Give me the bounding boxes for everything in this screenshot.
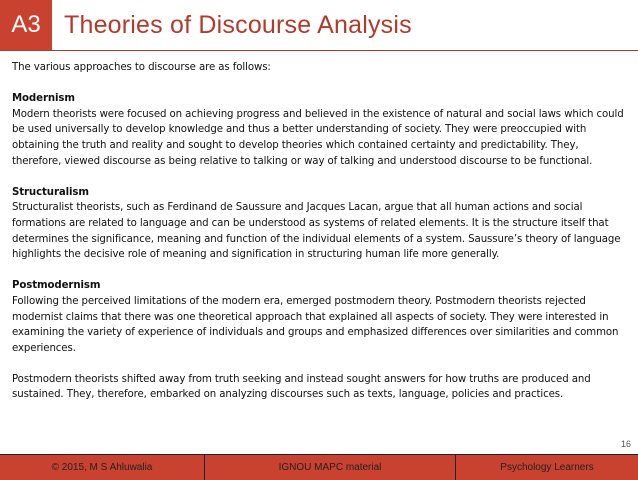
closing-text: Postmodern theorists shifted away from truth seeking and instead sought answers for how truths are produced and sustained. They, therefore, embarked on analyzing discourses such as texts, language, policies and practices.: [12, 373, 591, 401]
slide-footer: [0, 454, 638, 480]
footer-source: IGNOU MAPC material: [204, 455, 456, 480]
section-text: Structuralist theorists, such as Ferdinand de Saussure and Jacques Lacan, argue that all human actions and social formations are related to language and can be understood as systems of related elements. It is the structure itself that determines the significance, meaning and function of the individual elements of a system. Saussure’s theory of language highlights the decisive role of meaning and signification in structuring human life more generally.: [12, 202, 621, 261]
slide-body: [12, 60, 624, 419]
header-divider: [0, 50, 638, 51]
footer-copyright: © 2015, M S Ahluwalia: [51, 462, 153, 473]
slide-code: A3: [0, 0, 52, 50]
section-postmodernism: [12, 278, 624, 356]
section-modernism: [12, 91, 624, 169]
section-text: Modern theorists were focused on achieving progress and believed in the existence of natural and social laws which could be used universally to develop knowledge and thus a better understanding of society. They were preoccupied with obtaining the truth and reality and sought to develop theories which contained certainty and predictability. They, therefore, viewed discourse as being relative to talking or way of talking and understood discourse to be functional.: [12, 108, 624, 167]
section-text: Following the perceived limitations of the modern era, emerged postmodern theory. Postmodern theorists rejected modernist claims that there was one theoretical approach that explained all aspects of society. They were interested in examining the variety of experience of individuals and groups and emphasized differences over similarities and common experiences.: [12, 295, 619, 354]
page-number: 16: [620, 439, 631, 449]
slide-header: [0, 0, 638, 50]
section-structuralism: [12, 185, 624, 263]
section-heading: Structuralism: [12, 186, 89, 198]
footer-brand: Psychology Learners: [500, 462, 594, 473]
section-heading: Modernism: [12, 93, 75, 105]
slide-title: Theories of Discourse Analysis: [64, 10, 412, 39]
intro-text: The various approaches to discourse are as follows:: [12, 62, 271, 73]
section-heading: Postmodernism: [12, 280, 101, 292]
